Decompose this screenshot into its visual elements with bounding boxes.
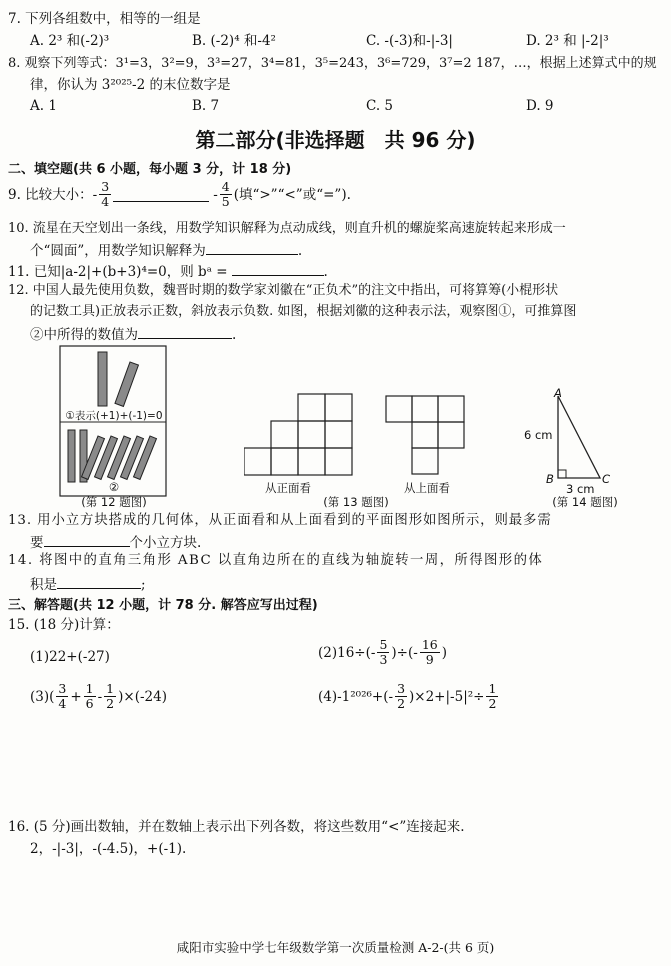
q11-prefix: 11. 已知|a-2|+(b+3)⁴=0，则 bᵃ = [8, 264, 228, 280]
q8-option-c: C. 5 [366, 98, 394, 114]
q15-p2-f1-den: 3 [379, 652, 388, 667]
q15-p2-f1-num: 5 [379, 637, 388, 652]
fig14-base-length: 3 cm [566, 482, 595, 496]
q8-line1: 8. 观察下列等式：3¹=3，3²=9，3³=27，3⁴=81，3⁵=243，3⁶=729，3⁷=2 187，…，根据上述算式中的规 [8, 56, 657, 71]
q14-answer-blank[interactable] [57, 574, 141, 589]
fig14-side-length: 6 cm [524, 428, 553, 442]
q15-stem: 15. (18 分)计算： [8, 617, 120, 633]
q16-line1: 16. (5 分)画出数轴，并在数轴上表示出下列各数，将这些数用“<”连接起来. [8, 819, 465, 835]
fig13-front-label: 从正面看 [265, 481, 311, 495]
q15-p4-f1-num: 3 [397, 681, 406, 696]
q15-p2-mid: )÷(- [391, 644, 418, 661]
q13-line2-suffix: 个小立方块. [129, 535, 202, 551]
q15-p3-suffix: )×(-24) [118, 688, 167, 705]
q12-line2: 的记数工具)正放表示正数，斜放表示负数. 如图，根据刘徽的这种表示法，观察图①，可推算图 [30, 304, 577, 319]
q11 [8, 261, 328, 281]
q13-line2-prefix: 要 [30, 535, 44, 551]
q15-p4-mid: )×2+|-5|²÷ [409, 688, 485, 705]
section3-heading: 三、解答题(共 12 小题，计 78 分. 解答应写出过程) [8, 598, 318, 613]
fig12-caption: (第 12 题图) [81, 495, 147, 509]
q15-p3-f2-den: 6 [85, 696, 94, 711]
q9-fraction-2 [220, 180, 232, 209]
q15-p3-minus: - [97, 688, 103, 705]
q10-line1: 10. 流星在天空划出一条线，用数学知识解释为点动成线，则直升机的螺旋桨高速旋转起来形成一 [8, 221, 566, 236]
q15-p3-fraction-1 [56, 682, 68, 711]
fig12-label-1: ①表示(+1)+(-1)=0 [65, 410, 163, 422]
q13-line2 [30, 532, 201, 552]
q8-option-a: A. 1 [30, 98, 57, 114]
q7-option-b: B. (-2)⁴ 和-4² [192, 33, 276, 49]
q9-suffix: (填“>”“<”或“=”). [233, 186, 351, 203]
q13-line1: 13. 用小立方块搭成的几何体，从正面看和从上面看到的平面图形如图所示，则最多需 [8, 513, 552, 528]
q10-line2 [30, 240, 302, 260]
q15-p2-fraction-1 [377, 638, 389, 667]
q15-p2-f2-num: 16 [421, 637, 438, 652]
q15-p3-fraction-2 [84, 682, 96, 711]
q15-p4-f2-num: 1 [488, 681, 497, 696]
section2-heading: 二、填空题(共 6 小题，每小题 3 分，计 18 分) [8, 162, 292, 177]
q15-p3-f1-num: 3 [58, 681, 67, 696]
q8-option-d: D. 9 [526, 98, 554, 114]
q15-p4-f1-den: 2 [397, 696, 406, 711]
q14-line2 [30, 574, 146, 594]
q14-line2-prefix: 积是 [30, 577, 57, 593]
q15-p2-suffix: ) [441, 644, 448, 661]
q12-line3-prefix: ②中所得的数值为 [30, 327, 138, 343]
q10-answer-blank[interactable] [206, 240, 298, 255]
fig14-caption: (第 14 题图) [552, 495, 618, 509]
q9-f1-den: 4 [101, 194, 110, 209]
q14-line1: 14. 将图中的直角三角形 ABC 以直角边所在的直线为轴旋转一周，所得图形的体 [8, 553, 544, 568]
q9-fraction-1 [99, 180, 111, 209]
q9-mid: - [213, 186, 218, 203]
q7-option-d: D. 2³ 和 |-2|³ [526, 33, 609, 49]
q9-answer-blank[interactable] [113, 187, 209, 202]
fig14-vertex-c: C [602, 472, 611, 486]
q11-answer-blank[interactable] [232, 261, 324, 276]
fig13-top-label: 从上面看 [404, 481, 450, 495]
q9-f1-num: 3 [101, 179, 110, 194]
part2-title: 第二部分(非选择题 共 96 分) [195, 128, 476, 152]
q15-part-1: (1)22+(-27) [30, 649, 110, 665]
q15-p2-f2-den: 9 [425, 652, 434, 667]
q12-line3 [30, 324, 236, 344]
q12-line1: 12. 中国人最先使用负数，魏晋时期的数学家刘徽在“正负术”的注文中指出，可将算筹(小棍形状 [8, 283, 559, 298]
fig12-label-2: ② [108, 480, 120, 494]
q15-p2-fraction-2 [420, 638, 440, 667]
q15-p3-f1-den: 4 [58, 696, 67, 711]
fig13-caption: (第 13 题图) [323, 495, 389, 509]
q15-p3-f3-den: 2 [106, 696, 115, 711]
q9-prefix: 9. 比较大小：- [8, 186, 98, 203]
q15-part-3 [30, 682, 167, 711]
q15-p2-prefix: (2)16÷(- [318, 644, 376, 661]
q16-line2: 2，-|-3|，-(-4.5)，+(-1). [30, 841, 187, 857]
q15-p3-plus: + [70, 688, 82, 705]
q9-f2-den: 5 [221, 194, 230, 209]
q11-suffix: . [323, 264, 328, 280]
fig13-front-view [244, 392, 354, 478]
q9 [8, 180, 351, 209]
q13-answer-blank[interactable] [44, 532, 130, 547]
q15-p4-fraction-1 [395, 682, 407, 711]
q15-part-2 [318, 638, 447, 667]
q9-f2-num: 4 [221, 179, 230, 194]
q15-p4-fraction-2 [486, 682, 498, 711]
q7-option-c: C. -(-3)和-|-3| [366, 33, 453, 49]
q15-p3-fraction-3 [104, 682, 116, 711]
q14-line2-suffix: ; [141, 577, 146, 593]
q15-part-4 [318, 682, 500, 711]
q8-option-b: B. 7 [192, 98, 220, 114]
fig13-top-view [384, 394, 470, 478]
fig14-vertex-a: A [554, 386, 562, 400]
q15-p3-prefix: (3)( [30, 688, 55, 705]
q15-p4-prefix: (4)-1²⁰²⁶+(- [318, 688, 394, 705]
q15-p3-f2-num: 1 [85, 681, 94, 696]
q15-p3-f3-num: 1 [106, 681, 115, 696]
q8-line2: 律，你认为 3²⁰²⁵-2 的末位数字是 [30, 77, 231, 93]
q7-stem: 7. 下列各组数中，相等的一组是 [8, 11, 201, 27]
page-footer: 咸阳市实验中学七年级数学第一次质量检测 A-2-(共 6 页) [176, 940, 495, 955]
q12-line3-suffix: . [232, 327, 237, 343]
q15-p4-f2-den: 2 [488, 696, 497, 711]
q12-answer-blank[interactable] [138, 324, 232, 339]
q10-line2-suffix: . [297, 243, 303, 259]
q7-option-a: A. 2³ 和(-2)³ [30, 33, 110, 49]
fig14-vertex-b: B [546, 472, 554, 486]
q10-line2-prefix: 个“圆面”，用数学知识解释为 [30, 243, 206, 259]
